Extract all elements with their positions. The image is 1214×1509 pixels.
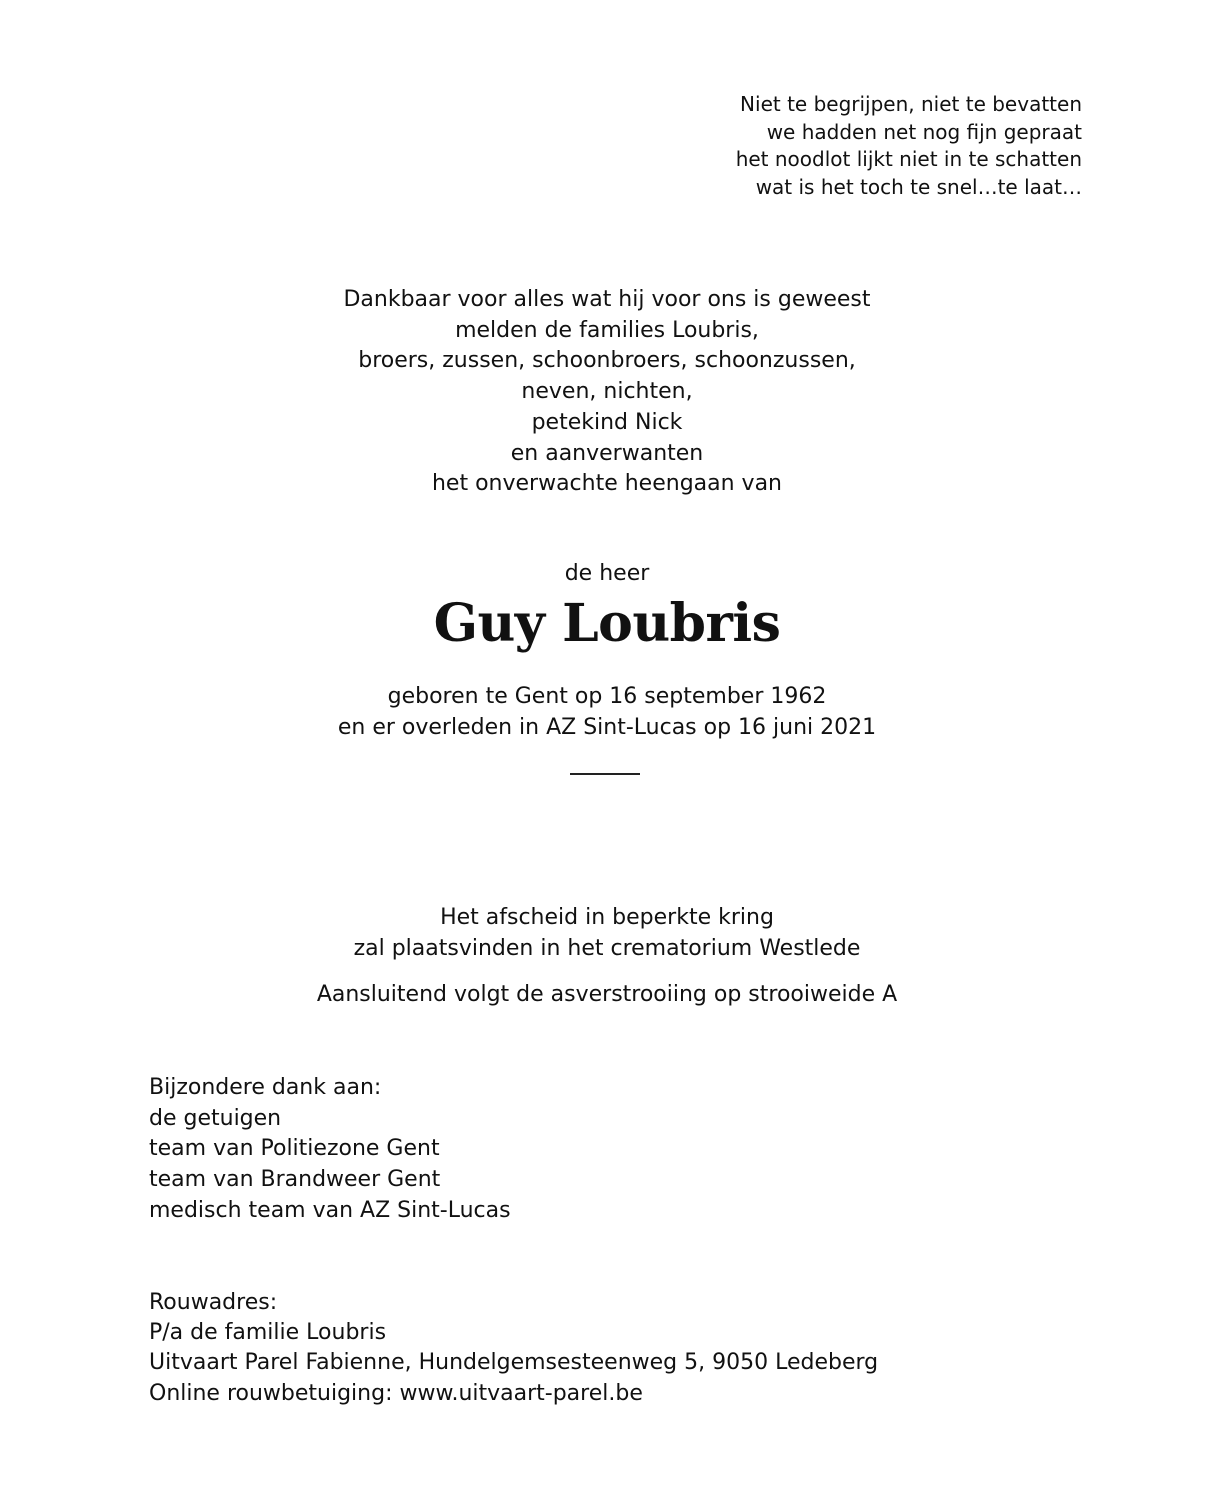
deceased-title: de heer (564, 561, 650, 586)
birth-line: geboren te Gent op 16 september 1962 (387, 684, 827, 709)
thanks-heading: Bijzondere dank aan: (149, 1075, 382, 1100)
announcement-line: en aanverwanten (510, 440, 704, 466)
address-heading: Rouwadres: (149, 1290, 278, 1315)
divider-line (570, 773, 640, 775)
announcement-line: Dankbaar voor alles wat hij voor ons is geweest (343, 287, 871, 312)
farewell-line: zal plaatsvinden in het crematorium Westlede (353, 935, 861, 961)
announcement-line: petekind Nick (531, 409, 683, 435)
death-line: en er overleden in AZ Sint-Lucas op 16 juni 2021 (337, 714, 877, 740)
deceased-name: Guy Loubris (433, 593, 781, 654)
address-line: Uitvaart Parel Fabienne, Hundelgemsesteenweg 5, 9050 Ledeberg (149, 1350, 879, 1376)
poem-line: het noodlot lijkt niet in te schatten (735, 147, 1082, 171)
announcement-block (0, 285, 1214, 500)
announcement-line: neven, nichten, (521, 379, 693, 405)
thanks-block (149, 1073, 511, 1227)
announcement-line: melden de families Loubris, (455, 317, 759, 343)
poem-line: Niet te begrijpen, niet te bevatten (740, 92, 1082, 116)
life-dates (0, 682, 1214, 743)
farewell-block (0, 903, 1214, 964)
thanks-item: de getuigen (149, 1105, 282, 1131)
address-line: Online rouwbetuiging: www.uitvaart-parel.be (149, 1380, 643, 1406)
poem-line: we hadden net nog fijn gepraat (766, 119, 1082, 144)
poem-line: wat is het toch te snel…te laat… (755, 174, 1082, 199)
thanks-item: team van Politiezone Gent (149, 1136, 440, 1162)
poem-block (736, 91, 1082, 201)
announcement-line: het onverwachte heengaan van (431, 471, 783, 497)
announcement-line: broers, zussen, schoonbroers, schoonzussen, (358, 348, 856, 374)
address-block (149, 1288, 878, 1409)
address-line: P/a de familie Loubris (149, 1320, 387, 1346)
thanks-item: medisch team van AZ Sint-Lucas (149, 1197, 511, 1223)
thanks-item: team van Brandweer Gent (149, 1167, 441, 1193)
scattering-line: Aansluitend volgt de asverstrooiing op strooiweide A (316, 982, 898, 1007)
farewell-line: Het afscheid in beperkte kring (440, 905, 774, 930)
